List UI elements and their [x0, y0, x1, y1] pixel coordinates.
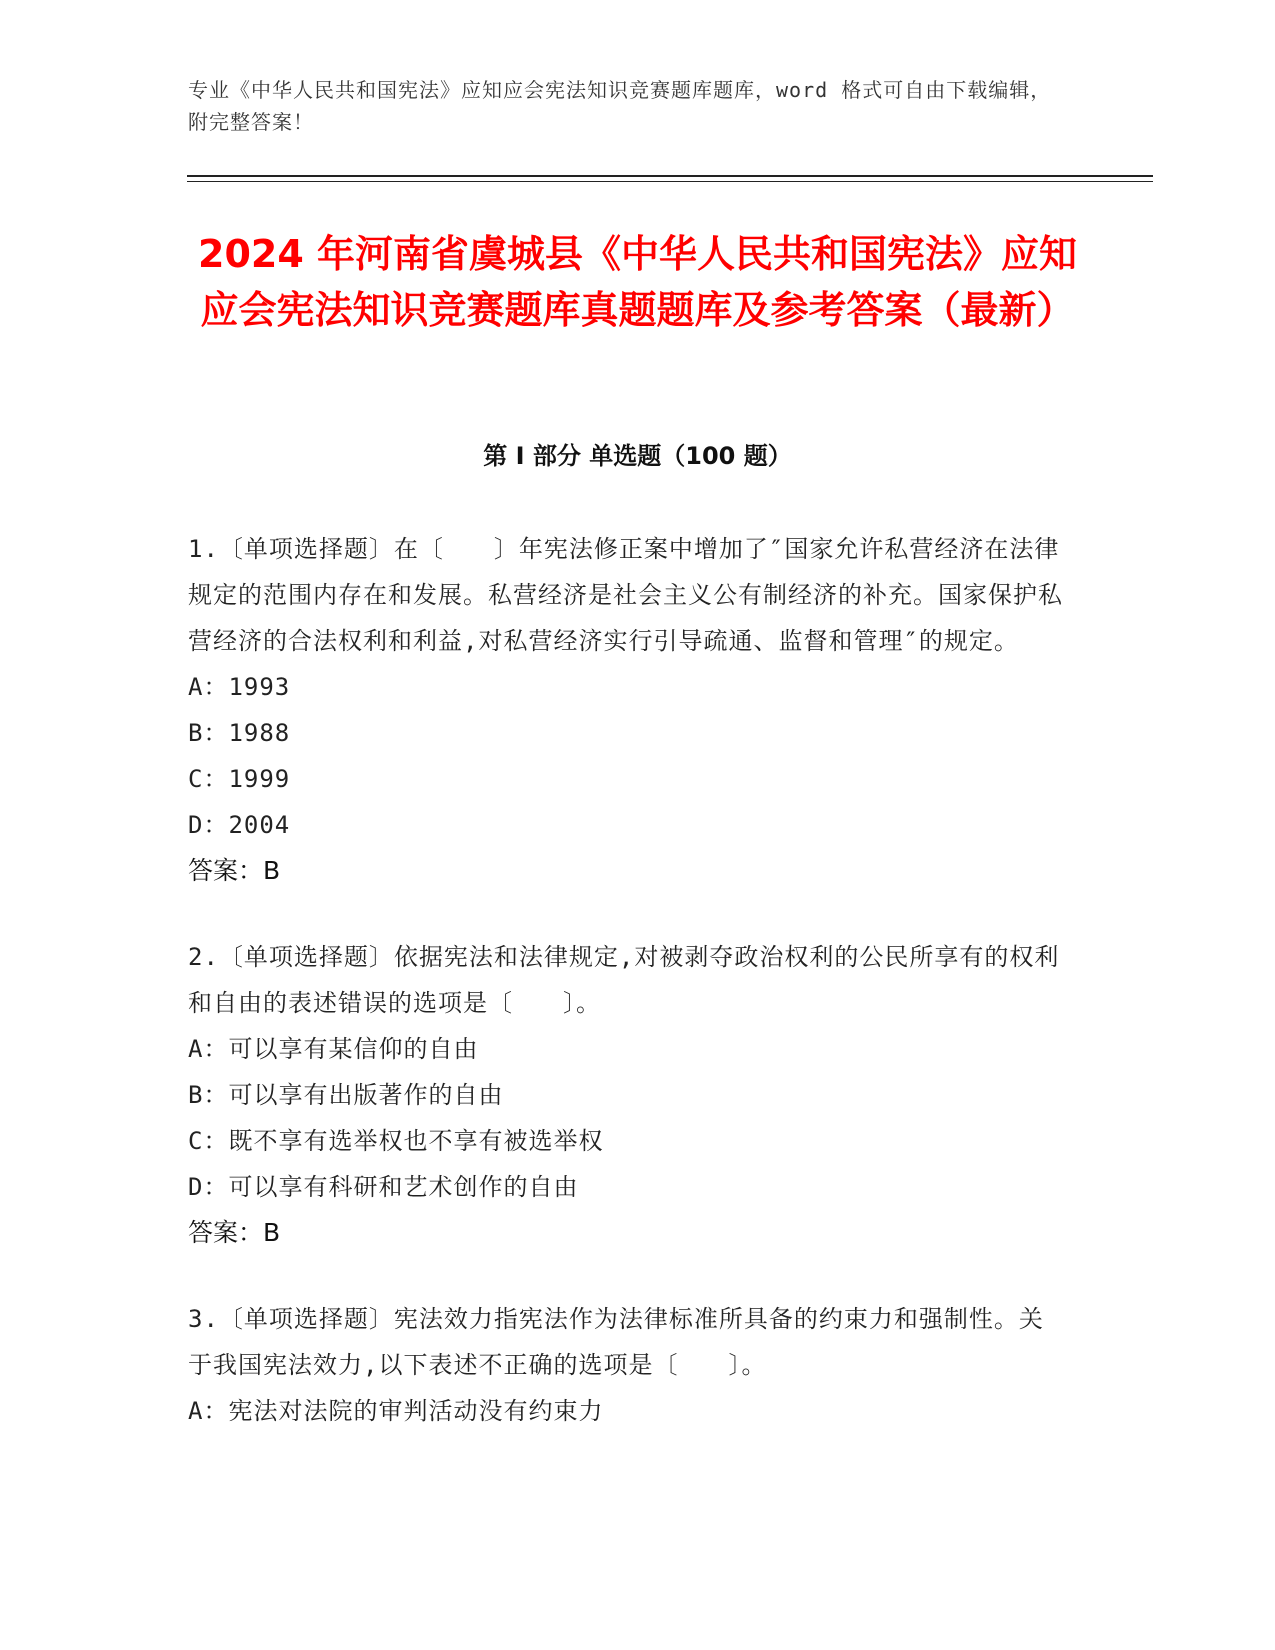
- header-rule: [187, 175, 1153, 177]
- option-c: C：既不享有选举权也不享有被选举权: [188, 1127, 604, 1155]
- header-note: 专业《中华人民共和国宪法》应知应会宪法知识竞赛题库题库，word 格式可自由下载编辑，附完整答案！: [188, 78, 1052, 134]
- answer: 答案：B: [188, 856, 281, 885]
- header-rule-thin: [187, 181, 1153, 182]
- option-a: A：宪法对法院的审判活动没有约束力: [188, 1397, 604, 1425]
- question-2: [188, 934, 1068, 1256]
- option-b: B：可以享有出版著作的自由: [188, 1081, 504, 1109]
- question-stem: 2.〔单项选择题〕依据宪法和法律规定,对被剥夺政治权利的公民所享有的权利和自由的表述错误的选项是〔 〕。: [188, 943, 1060, 1017]
- option-a: A：1993: [188, 673, 291, 701]
- option-c: C：1999: [188, 765, 291, 793]
- question-3: [188, 1296, 1068, 1434]
- question-stem: 1.〔单项选择题〕在〔 〕年宪法修正案中增加了″国家允许私营经济在法律规定的范围内存在和发展。私营经济是社会主义公有制经济的补充。国家保护私营经济的合法权利和利益,对私营经济实行引导疏通、监督和管理″的规定。: [188, 535, 1063, 655]
- question-list: [188, 526, 1068, 1474]
- question-1: [188, 526, 1068, 894]
- document-title: 2024 年河南省虞城县《中华人民共和国宪法》应知应会宪法知识竞赛题库真题题库及参考答案（最新）: [198, 232, 1077, 332]
- answer: 答案：B: [188, 1218, 281, 1247]
- option-d: D：2004: [188, 811, 291, 839]
- question-stem: 3.〔单项选择题〕宪法效力指宪法作为法律标准所具备的约束力和强制性。关于我国宪法效力,以下表述不正确的选项是〔 〕。: [188, 1305, 1044, 1379]
- option-a: A：可以享有某信仰的自由: [188, 1035, 479, 1063]
- section-title: 第 I 部分 单选题（100 题）: [483, 442, 792, 470]
- option-d: D：可以享有科研和艺术创作的自由: [188, 1173, 579, 1201]
- option-b: B：1988: [188, 719, 291, 747]
